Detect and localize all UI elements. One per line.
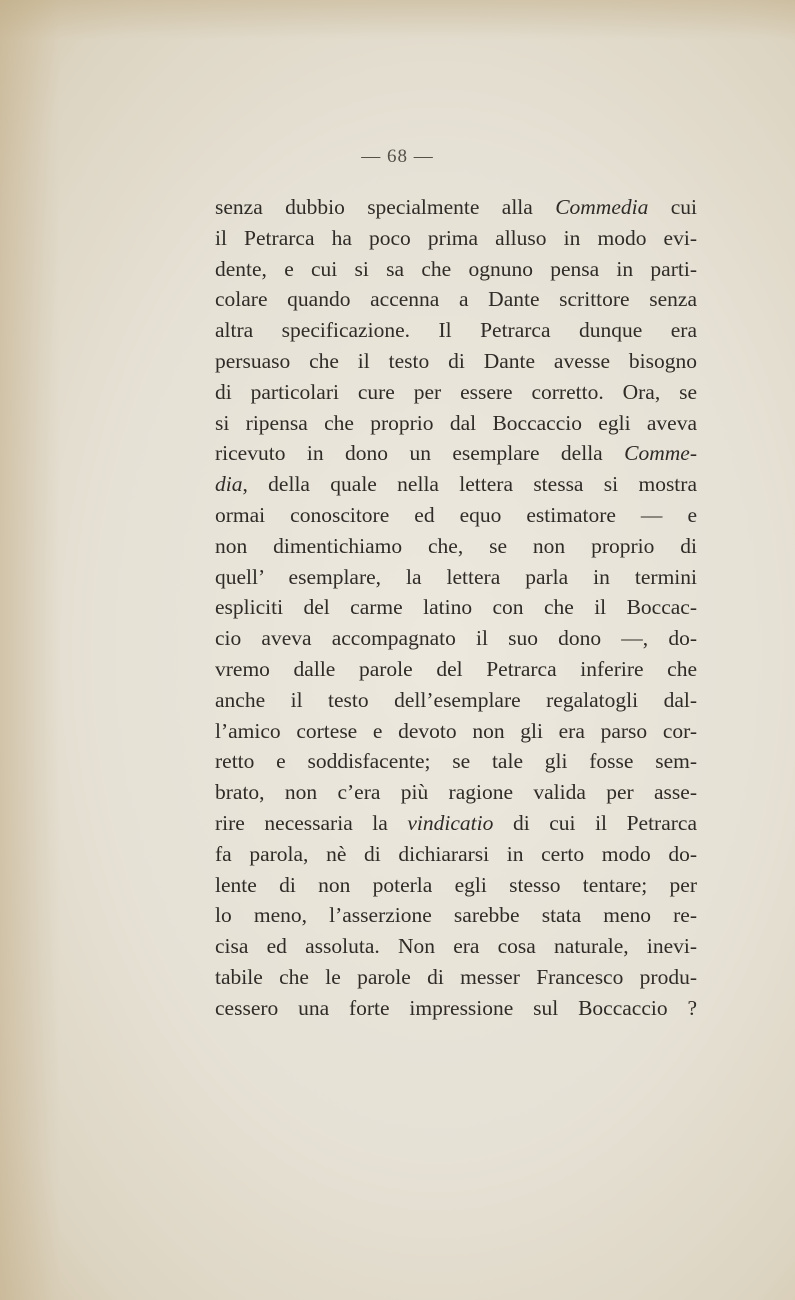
text-line: persuaso che il testo di Dante avesse bisogno [215, 348, 697, 373]
text-line: retto e soddisfacente; se tale gli fosse sem- [215, 749, 697, 774]
text-line: dia, della quale nella lettera stessa si mostra [215, 472, 697, 497]
page-number: — 68 — [361, 146, 434, 167]
text-line: dente, e cui si sa che ognuno pensa in parti- [215, 256, 697, 281]
text-line: senza dubbio specialmente alla Commedia cui [215, 195, 697, 219]
text-line: lente di non poterla egli stesso tentare; per [215, 872, 697, 897]
text-line: ricevuto in dono un esemplare della Comme- [215, 441, 697, 466]
text-line: tabile che le parole di messer Francesco produ- [215, 964, 697, 989]
text-line: colare quando accenna a Dante scrittore senza [215, 287, 697, 312]
text-line: non dimentichiamo che, se non proprio di [215, 533, 697, 558]
text-line: il Petrarca ha poco prima alluso in modo evi- [215, 225, 697, 250]
text-line: quell’ esemplare, la lettera parla in termini [215, 564, 697, 589]
text-line: rire necessaria la vindicatio di cui il Petrarca [215, 810, 698, 835]
text-line: espliciti del carme latino con che il Boccac- [215, 595, 697, 620]
text-line: brato, non c’era più ragione valida per asse- [215, 780, 697, 805]
text-line: di particolari cure per essere corretto. Ora, se [215, 379, 697, 404]
text-line: ormai conoscitore ed equo estimatore — e [215, 502, 697, 527]
text-line: cessero una forte impressione sul Boccaccio ? [215, 995, 697, 1020]
text-line: si ripensa che proprio dal Boccaccio egli aveva [215, 410, 697, 435]
text-line: vremo dalle parole del Petrarca inferire che [215, 656, 697, 681]
page-edge-shadow-left [0, 0, 60, 1300]
text-line: l’amico cortese e devoto non gli era parso cor- [215, 718, 697, 743]
text-line: cisa ed assoluta. Non era cosa naturale, inevi- [215, 934, 697, 959]
text-line: anche il testo dell’esemplare regalatogli dal- [215, 687, 697, 712]
text-line: lo meno, l’asserzione sarebbe stata meno re- [215, 903, 697, 928]
text-line: fa parola, nè di dichiararsi in certo modo do- [215, 841, 697, 866]
text-line: altra specificazione. Il Petrarca dunque era [215, 318, 697, 343]
body-text [215, 192, 697, 1024]
page-edge-shadow-top [0, 0, 795, 40]
text-line: cio aveva accompagnato il suo dono —, do- [215, 626, 697, 651]
